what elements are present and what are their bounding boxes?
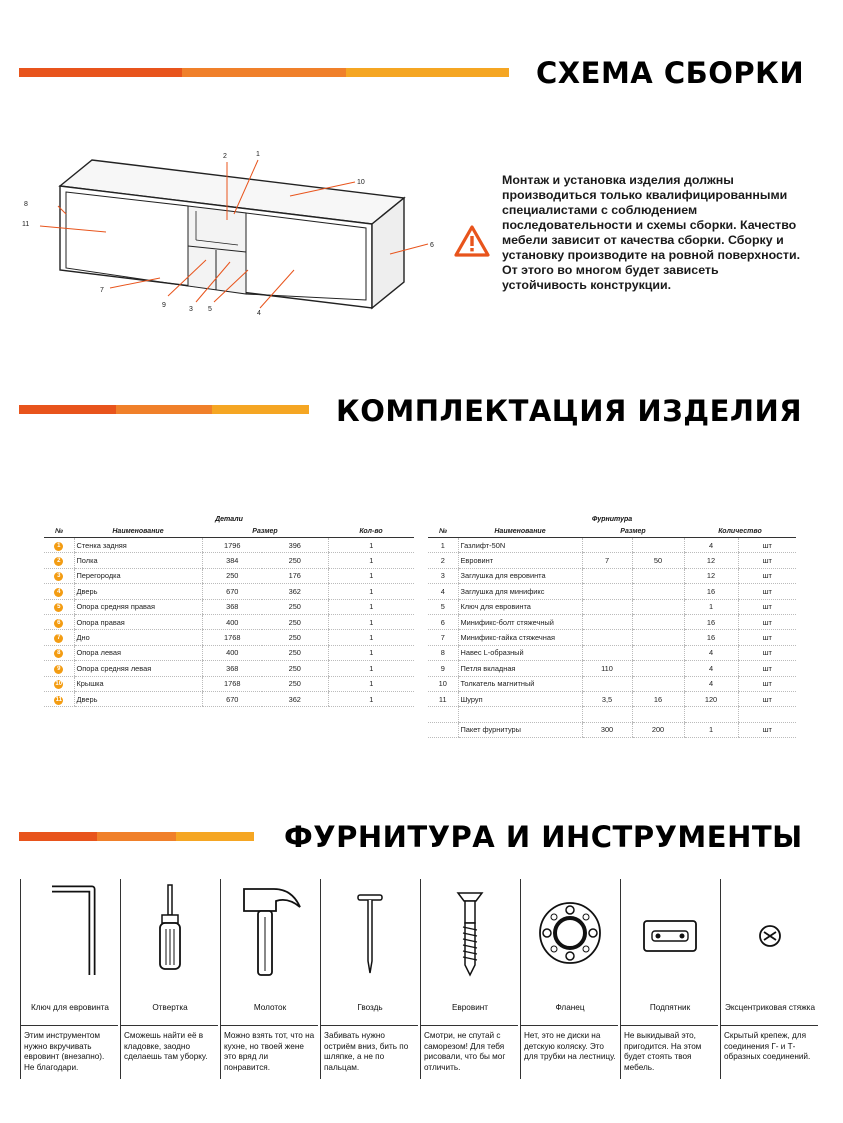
hw-name: Евровинт [458,553,582,568]
hw-size-b [632,538,684,553]
part-name: Опора средняя правая [74,599,202,614]
tool-card [20,879,118,1079]
table-row [44,538,414,553]
part-size-a: 1768 [202,676,262,691]
hw-size-b [632,614,684,629]
hw-num: 9 [428,661,458,676]
hardware-table-wrap [428,515,796,738]
tool-divider [620,879,621,1079]
tool-description: Не выкидывай это, пригодится. На этом будет стоять твоя мебель. [624,1031,702,1072]
hw-num: 5 [428,599,458,614]
tool-name: Фланец [555,1003,585,1012]
diagram-label: 5 [208,306,212,313]
table-row [428,599,796,614]
bracket-icon [630,881,710,981]
part-size-a: 1768 [202,630,262,645]
details-table-wrap [44,515,414,707]
diagram-label: 9 [162,302,166,309]
hw-unit: шт [738,538,796,553]
tool-divider [120,879,121,1079]
hw-size-a [582,568,632,583]
tool-description: Этим инструментом нужно вкручивать евровинт (внезапно). Не благодари. [24,1031,105,1072]
diagram-label: 3 [189,306,193,313]
hw-num: 1 [428,538,458,553]
part-size-b: 250 [262,630,328,645]
part-number-badge: 5 [54,603,63,612]
hw-name: Ключ для евровинта [458,599,582,614]
table-row [428,630,796,645]
part-qty: 1 [328,661,414,676]
hw-unit: шт [738,691,796,706]
part-number-badge: 6 [54,619,63,628]
diagram-label: 11 [22,221,30,228]
part-qty: 1 [328,568,414,583]
hw-size-b [632,661,684,676]
table-row [44,691,414,706]
part-qty: 1 [328,553,414,568]
hardware-table [428,525,796,738]
part-number-badge: 7 [54,634,63,643]
hw-num: 11 [428,691,458,706]
table-row [428,584,796,599]
part-size-a: 400 [202,645,262,660]
hw-num [428,707,458,722]
hw-name: Заглушка для минификс [458,584,582,599]
tool-description: Забивать нужно остриём вниз, бить по шляпке, а не по пальцам. [324,1031,409,1072]
part-number-badge: 10 [55,681,63,688]
col-size: Размер [202,525,328,538]
hw-unit: шт [738,630,796,645]
part-size-b: 250 [262,645,328,660]
table-row [428,707,796,722]
tool-divider [220,879,221,1079]
hw-unit: шт [738,584,796,599]
hw-qty: 1 [684,599,738,614]
hw-qty: 4 [684,676,738,691]
tool-name: Отвертка [152,1003,188,1012]
tool-divider [720,879,721,1079]
part-size-a: 368 [202,599,262,614]
nail-icon [330,881,410,981]
hw-unit: шт [738,568,796,583]
part-number-badge: 3 [54,572,63,581]
hw-qty: 4 [684,661,738,676]
part-name: Крышка [74,676,202,691]
col-num: № [428,525,458,538]
part-name: Опора правая [74,614,202,629]
hw-qty [684,707,738,722]
part-size-a: 368 [202,661,262,676]
hw-num: 8 [428,645,458,660]
tool-card [420,879,518,1079]
hw-size-b [632,584,684,599]
hw-qty: 12 [684,553,738,568]
hw-size-a: 7 [582,553,632,568]
hw-qty: 16 [684,614,738,629]
tool-divider [520,879,521,1079]
diagram-label: 7 [100,287,104,294]
details-caption: Детали [215,516,243,523]
hw-num: 3 [428,568,458,583]
section-divider-bar [19,832,254,841]
table-row [428,691,796,706]
tool-name: Ключ для евровинта [31,1003,109,1012]
hw-qty: 16 [684,584,738,599]
part-number-badge: 4 [54,588,63,597]
hw-size-b [632,645,684,660]
section-divider-bar [19,405,309,414]
hw-name: Шуруп [458,691,582,706]
hw-qty: 12 [684,568,738,583]
part-size-a: 400 [202,614,262,629]
part-size-a: 670 [202,584,262,599]
hw-unit: шт [738,645,796,660]
part-number-badge: 8 [54,649,63,658]
tool-card [720,879,818,1079]
hw-name: Петля вкладная [458,661,582,676]
tools-grid [20,879,820,1079]
hw-size-a [582,584,632,599]
part-qty: 1 [328,691,414,706]
tool-description: Можно взять тот, что на кухне, но твоей жене это вряд ли понравится. [224,1031,315,1072]
cam-lock-icon [730,881,810,981]
col-qty: Кол-во [328,525,414,538]
part-name: Опора левая [74,645,202,660]
diagram-label: 6 [430,242,434,249]
tool-divider [520,1025,618,1026]
tool-description: Нет, это не диски на детскую коляску. Это для трубки на лестницу. [524,1031,616,1061]
part-name: Дно [74,630,202,645]
hw-name: Минификс-болт стяжечный [458,614,582,629]
hw-name: Навес L-образный [458,645,582,660]
hw-unit: шт [738,661,796,676]
part-size-b: 362 [262,691,328,706]
section-divider-bar [19,68,509,77]
hw-num: 10 [428,676,458,691]
tool-divider [420,879,421,1079]
hw-name: Газлифт-50N [458,538,582,553]
tool-card [620,879,718,1079]
tool-card [120,879,218,1079]
section-title-tools: ФУРНИТУРА И ИНСТРУМЕНТЫ [284,820,803,854]
part-size-b: 396 [262,538,328,553]
section-title-assembly: СХЕМА СБОРКИ [536,56,805,90]
hw-num: 2 [428,553,458,568]
assembly-warning-text: Монтаж и установка изделия должны производиться только квалифицированными специалистами с соблюдением последовательности и схемы сборки. Качество мебели зависит от качества сборки. Сборку и установку производите на ровной поверхности. От этого во многом будет зависеть устойчивость конструкции. [502,173,801,292]
part-size-b: 176 [262,568,328,583]
hw-qty: 4 [684,538,738,553]
tool-name: Молоток [253,1003,287,1012]
table-row [44,614,414,629]
hw-num: 4 [428,584,458,599]
table-row [428,553,796,568]
tool-card [320,879,418,1079]
part-size-a: 384 [202,553,262,568]
part-size-b: 250 [262,614,328,629]
tool-card [520,879,618,1079]
hw-size-a [582,676,632,691]
part-number-badge: 1 [54,542,63,551]
tool-description: Смотри, не спутай с саморезом! Для тебя рисовали, что бы мог отличить. [424,1031,506,1072]
part-qty: 1 [328,538,414,553]
part-qty: 1 [328,630,414,645]
part-name: Опора средняя левая [74,661,202,676]
tool-divider [620,1025,718,1026]
hw-unit [738,707,796,722]
table-row [428,722,796,737]
diagram-label: 8 [24,201,28,208]
part-size-a: 670 [202,691,262,706]
hw-size-a [582,707,632,722]
hw-size-b [632,707,684,722]
hex-key-icon [30,881,110,981]
tool-divider [20,879,21,1079]
hw-unit: шт [738,676,796,691]
hw-size-a: 110 [582,661,632,676]
hw-num: 6 [428,614,458,629]
hw-size-a: 300 [582,722,632,737]
hw-unit: шт [738,599,796,614]
flange-icon [530,881,610,981]
tool-divider [320,1025,418,1026]
tool-divider [120,1025,218,1026]
tool-name: Евровинт [451,1003,489,1012]
hw-size-b [632,568,684,583]
details-table [44,525,414,707]
tool-divider [420,1025,518,1026]
hw-size-a [582,630,632,645]
part-size-b: 250 [262,661,328,676]
hw-size-a [582,538,632,553]
hw-size-b: 16 [632,691,684,706]
hardware-caption: Фурнитура [591,516,633,523]
hw-unit: шт [738,722,796,737]
hw-size-a: 3,5 [582,691,632,706]
tool-divider [720,1025,818,1026]
hw-size-a [582,614,632,629]
part-size-a: 250 [202,568,262,583]
hw-qty: 16 [684,630,738,645]
part-size-b: 250 [262,676,328,691]
part-qty: 1 [328,584,414,599]
table-row [44,645,414,660]
part-size-b: 362 [262,584,328,599]
hw-qty: 4 [684,645,738,660]
table-row [428,614,796,629]
hw-size-b [632,630,684,645]
tool-name: Эксцентриковая стяжка [724,1003,816,1012]
hw-name: Пакет фурнитуры [458,722,582,737]
tool-divider [320,879,321,1079]
screwdriver-icon [130,881,210,981]
part-name: Дверь [74,584,202,599]
part-size-b: 250 [262,599,328,614]
table-row [44,599,414,614]
hammer-icon [230,881,310,981]
tool-description: Скрытый крепеж, для соединения Г- и Т-образных соединений. [724,1031,811,1061]
part-qty: 1 [328,599,414,614]
part-number-badge: 11 [55,696,62,703]
hw-size-b: 200 [632,722,684,737]
hw-size-b: 50 [632,553,684,568]
table-row [428,661,796,676]
hw-num: 7 [428,630,458,645]
tool-description: Сможешь найти её в кладовке, заодно сделаешь там уборку. [124,1031,208,1061]
hw-name [458,707,582,722]
col-name: Наименование [74,525,202,538]
table-row [428,538,796,553]
table-row [428,645,796,660]
hw-qty: 1 [684,722,738,737]
part-qty: 1 [328,676,414,691]
diagram-label: 4 [257,310,261,317]
assembly-diagram [20,140,460,320]
hw-unit: шт [738,614,796,629]
part-size-a: 1796 [202,538,262,553]
col-name: Наименование [458,525,582,538]
diagram-label: 10 [357,179,365,186]
table-row [44,584,414,599]
section-title-contents: КОМПЛЕКТАЦИЯ ИЗДЕЛИЯ [336,394,803,428]
tool-name: Подпятник [649,1003,691,1012]
col-num: № [44,525,74,538]
table-row [44,661,414,676]
part-name: Стенка задняя [74,538,202,553]
table-row [44,630,414,645]
diagram-label: 2 [223,153,227,160]
hw-size-b [632,676,684,691]
table-row [44,568,414,583]
hw-name: Минификс-гайка стяжечная [458,630,582,645]
table-row [44,553,414,568]
table-row [428,568,796,583]
hw-qty: 120 [684,691,738,706]
tool-name: Гвоздь [357,1003,383,1012]
col-size: Размер [582,525,684,538]
hw-size-b [632,599,684,614]
euroscrew-icon [430,881,510,981]
middle-niche [188,206,246,294]
part-number-badge: 9 [54,665,63,674]
part-name: Перегородка [74,568,202,583]
part-qty: 1 [328,614,414,629]
hw-size-a [582,645,632,660]
hw-name: Толкатель магнитный [458,676,582,691]
table-row [428,676,796,691]
warning-icon [454,225,490,257]
part-name: Дверь [74,691,202,706]
hw-num [428,722,458,737]
part-qty: 1 [328,645,414,660]
diagram-label: 1 [256,151,260,158]
part-number-badge: 2 [54,557,63,566]
part-name: Полка [74,553,202,568]
tool-card [220,879,318,1079]
col-qty: Количество [684,525,796,538]
tool-divider [220,1025,318,1026]
hw-unit: шт [738,553,796,568]
hw-size-a [582,599,632,614]
hw-name: Заглушка для евровинта [458,568,582,583]
tool-divider [20,1025,118,1026]
table-row [44,676,414,691]
part-size-b: 250 [262,553,328,568]
